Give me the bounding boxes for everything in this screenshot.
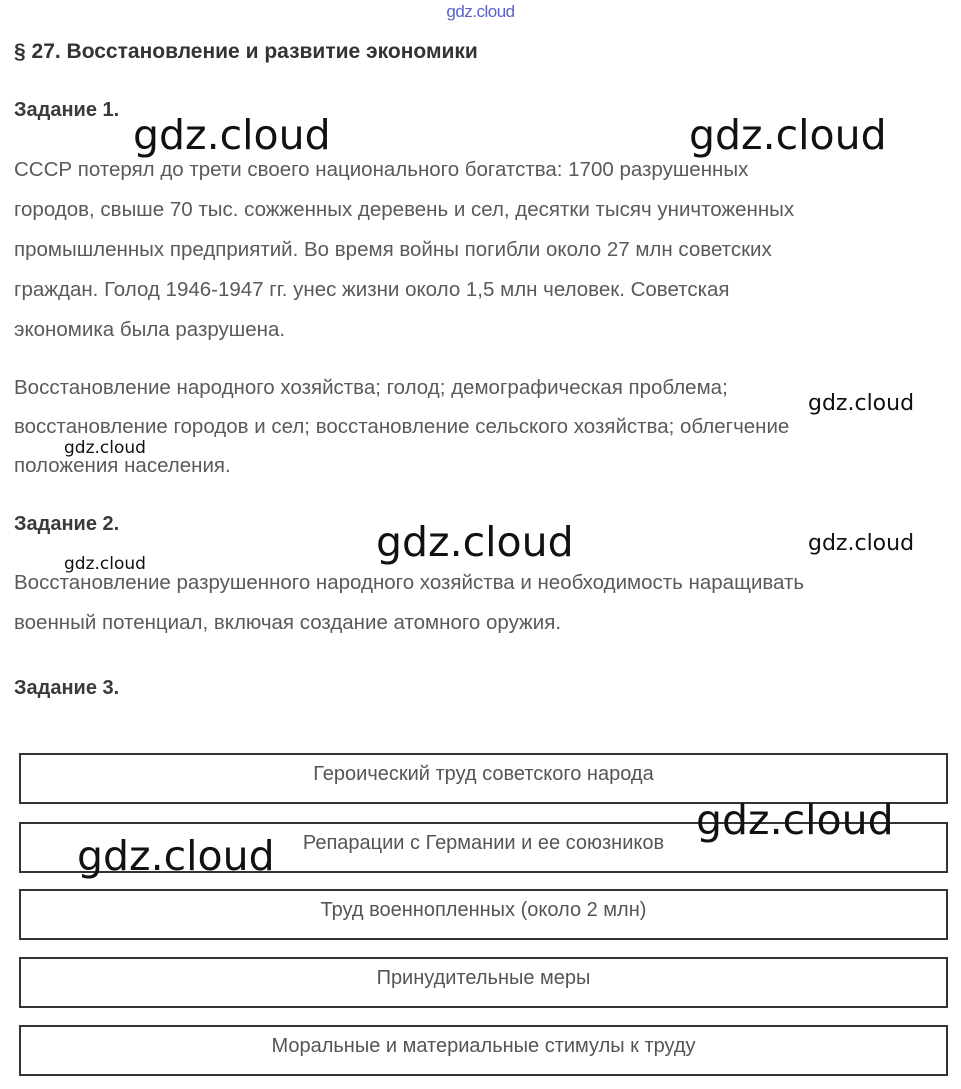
task1-paragraph-1 <box>14 150 924 350</box>
text-line: восстановление городов и сел; восстановление сельского хозяйства; облегчение <box>14 415 790 438</box>
text-line: граждан. Голод 1946-1947 гг. унес жизни около 1,5 млн человек. Советская <box>14 278 730 301</box>
task2-paragraph <box>14 563 924 643</box>
watermark: gdz.cloud <box>808 391 915 416</box>
text-line: промышленных предприятий. Во время войны погибли около 27 млн советских <box>14 238 772 261</box>
task1-heading: Задание 1. <box>14 99 120 121</box>
watermark: gdz.cloud <box>77 832 275 880</box>
text-line: городов, свыше 70 тыс. сожженных деревень и сел, десятки тысяч уничтоженных <box>14 198 795 221</box>
task2-heading: Задание 2. <box>14 513 120 535</box>
text-line: экономика была разрушена. <box>14 318 286 341</box>
watermark: gdz.cloud <box>696 796 894 844</box>
text-line: военный потенциал, включая создание атомного оружия. <box>14 611 562 634</box>
watermark: gdz.cloud <box>808 531 915 556</box>
text-line: положения населения. <box>14 454 231 477</box>
site-mark: gdz.cloud <box>446 2 515 21</box>
answer-box: Принудительные меры <box>19 957 948 1008</box>
answer-box: Репарации с Германии и ее союзников <box>19 822 948 873</box>
text-line: Восстановление разрушенного народного хозяйства и необходимость наращивать <box>14 571 805 594</box>
task3-heading: Задание 3. <box>14 677 120 699</box>
watermark: gdz.cloud <box>689 111 887 159</box>
text-line: СССР потерял до трети своего национального богатства: 1700 разрушенных <box>14 158 749 181</box>
page-title: § 27. Восстановление и развитие экономики <box>14 40 478 63</box>
watermark: gdz.cloud <box>64 438 146 458</box>
watermark: gdz.cloud <box>376 518 574 566</box>
task1-paragraph-2 <box>14 368 924 485</box>
answer-box: Труд военнопленных (около 2 млн) <box>19 889 948 940</box>
watermark: gdz.cloud <box>133 111 331 159</box>
answer-box: Героический труд советского народа <box>19 753 948 804</box>
watermark: gdz.cloud <box>64 554 146 574</box>
answer-box: Моральные и материальные стимулы к труду <box>19 1025 948 1076</box>
text-line: Восстановление народного хозяйства; голод; демографическая проблема; <box>14 376 728 399</box>
